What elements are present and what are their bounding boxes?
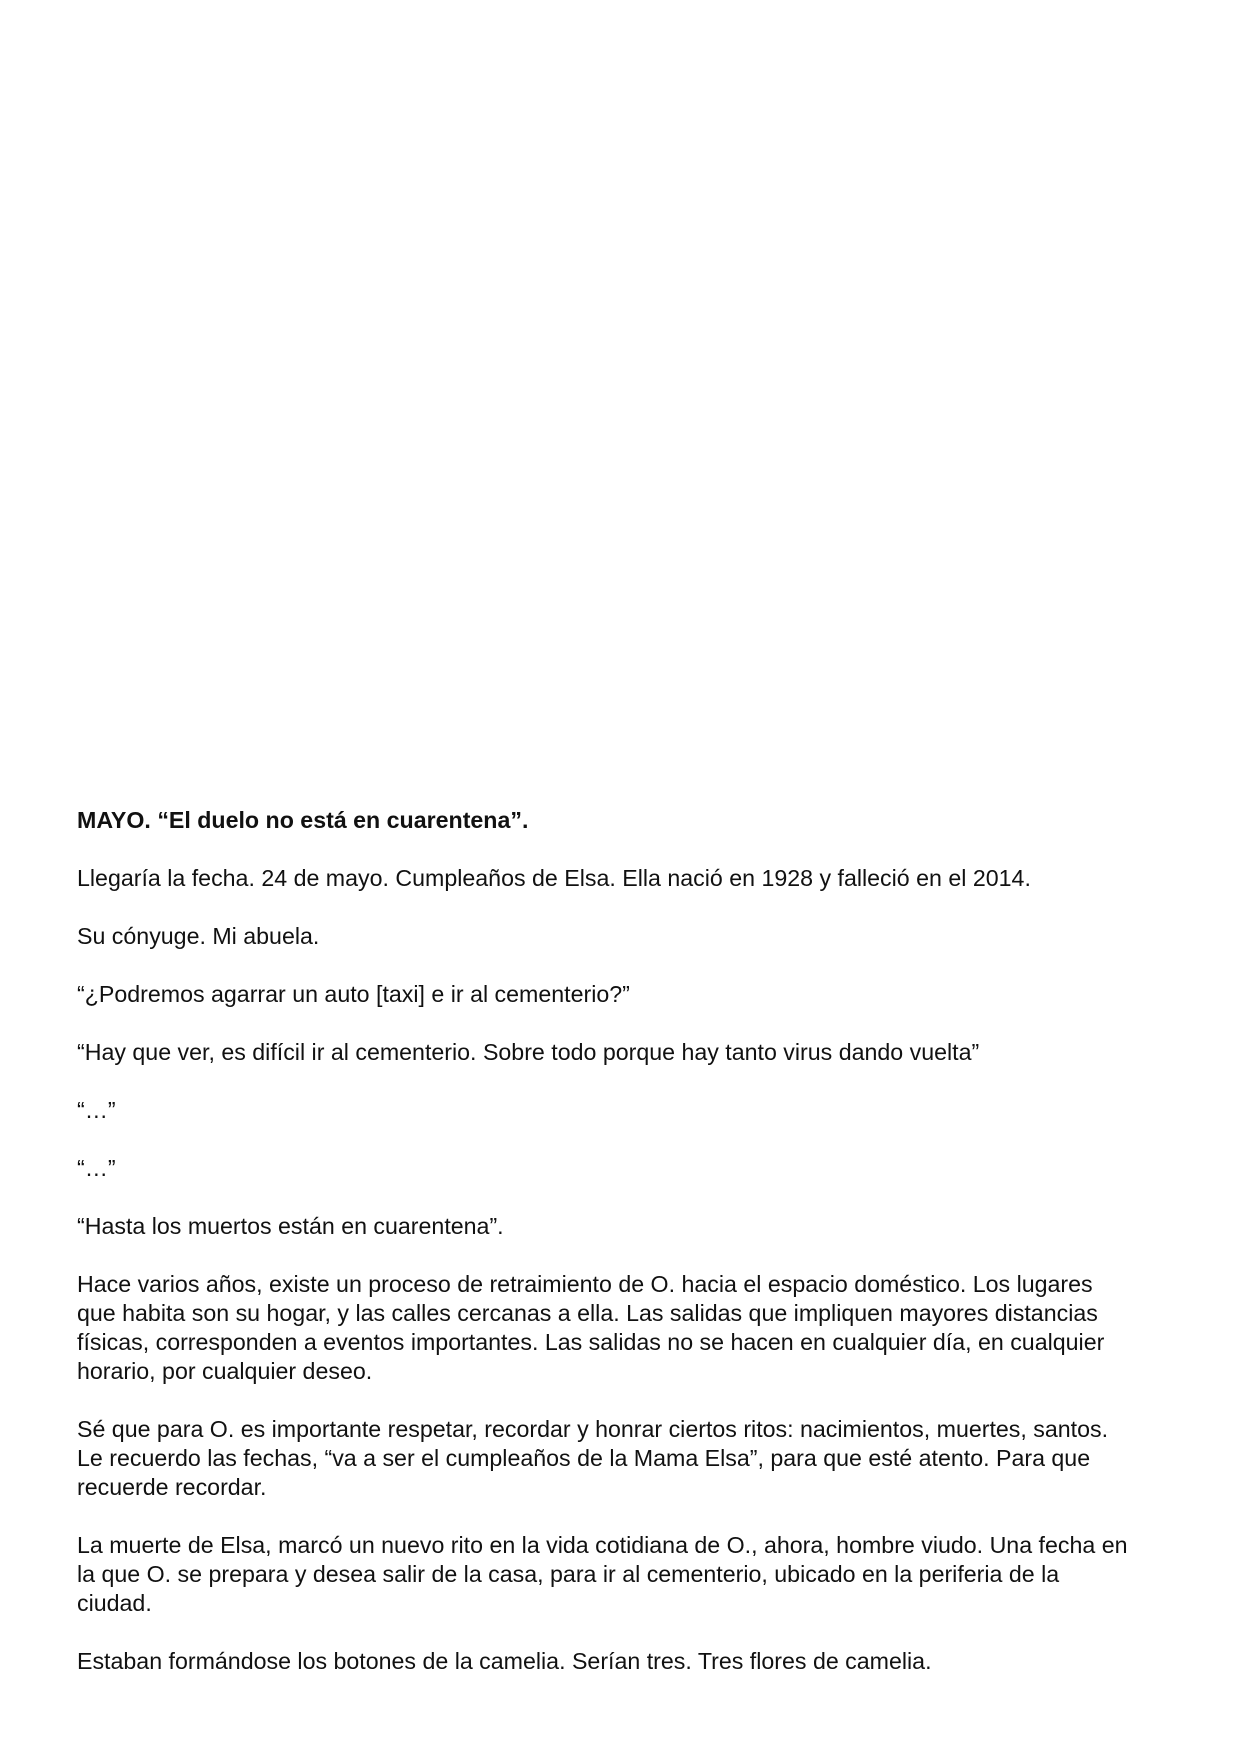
paragraph: Sé que para O. es importante respetar, recordar y honrar ciertos ritos: nacimientos, muertes, santos. Le recuerdo las fechas, “va a ser el cumpleaños de la Mama Elsa”, para que esté atento. Para que recuerde recordar. (77, 1416, 1109, 1500)
document-body (77, 806, 1137, 1705)
paragraph: Hace varios años, existe un proceso de retraimiento de O. hacia el espacio doméstico. Los lugares que habita son su hogar, y las calles cercanas a ella. Las salidas que impliquen mayores distancias físicas, corresponden a eventos importantes. Las salidas no se hacen en cualquier día, en cualquier horario, por cualquier deseo. (77, 1271, 1105, 1384)
section-title: MAYO. “El duelo no está en cuarentena”. (77, 807, 529, 833)
paragraph: La muerte de Elsa, marcó un nuevo rito en la vida cotidiana de O., ahora, hombre viudo. Una fecha en la que O. se prepara y desea salir de la casa, para ir al cementerio, ubicado en la periferia de la ciudad. (77, 1532, 1128, 1616)
paragraph: “¿Podremos agarrar un auto [taxi] e ir al cementerio?” (77, 981, 630, 1007)
paragraph: Su cónyuge. Mi abuela. (77, 923, 320, 949)
paragraph: Estaban formándose los botones de la camelia. Serían tres. Tres flores de camelia. (77, 1648, 932, 1674)
paragraph: “…” (77, 1155, 116, 1181)
paragraph: “…” (77, 1097, 116, 1123)
paragraph: Llegaría la fecha. 24 de mayo. Cumpleaños de Elsa. Ella nació en 1928 y falleció en el 2014. (77, 865, 1031, 891)
paragraph: “Hay que ver, es difícil ir al cementerio. Sobre todo porque hay tanto virus dando vuelta” (77, 1039, 980, 1065)
paragraph: “Hasta los muertos están en cuarentena”. (77, 1213, 504, 1239)
